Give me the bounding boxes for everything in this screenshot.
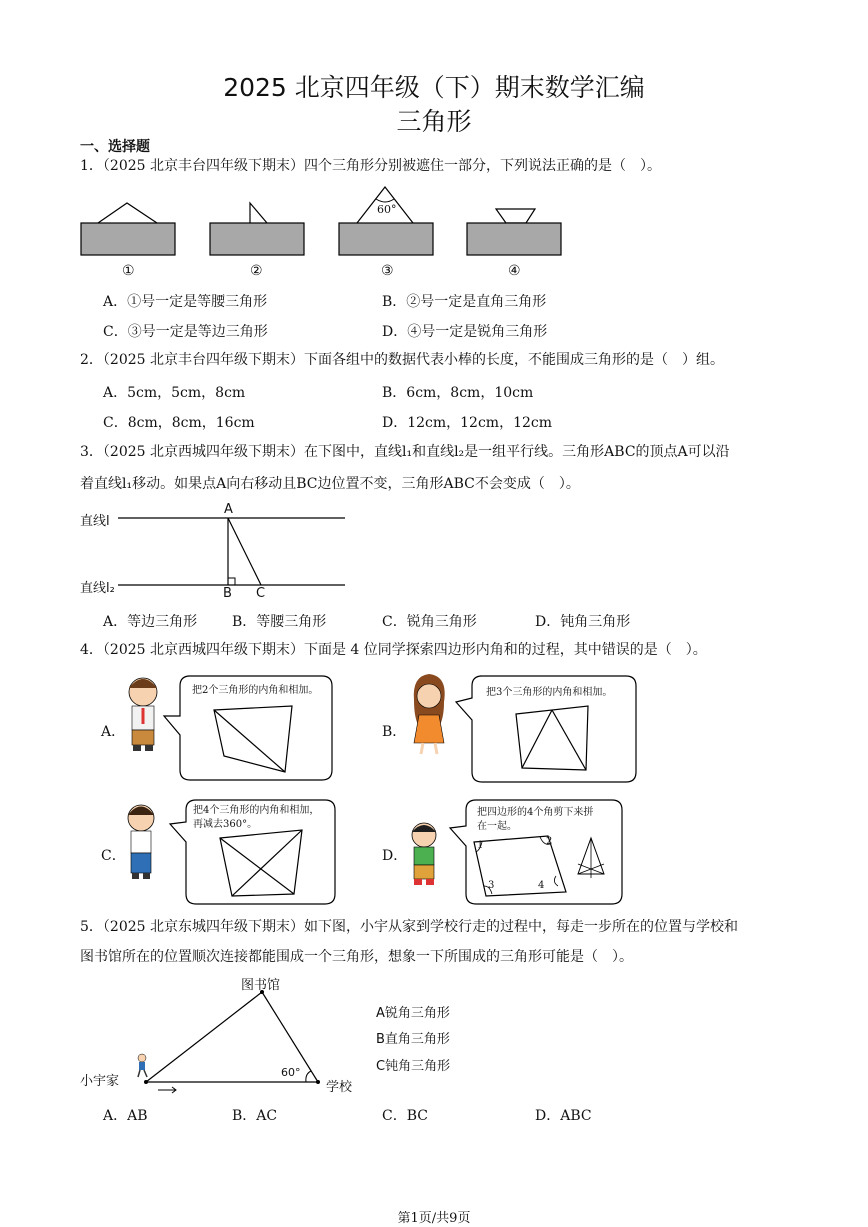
q5-option-d[interactable]: D．ABC bbox=[535, 1108, 592, 1124]
page-footer: 第1页/共9页 bbox=[397, 1211, 471, 1226]
q3-option-c[interactable]: C．锐角三角形 bbox=[382, 614, 477, 630]
q5-school-label: 学校 bbox=[326, 1080, 353, 1095]
q4-corner-1: 1 bbox=[477, 840, 484, 851]
q2-option-c[interactable]: C．8cm，8cm，16cm bbox=[103, 415, 255, 431]
q1-option-a[interactable]: A．①号一定是等腰三角形 bbox=[103, 294, 268, 310]
q3-point-b: B bbox=[223, 586, 232, 601]
q5-choice-b: B直角三角形 bbox=[376, 1032, 450, 1047]
q3-option-a[interactable]: A．等边三角形 bbox=[103, 614, 198, 630]
q5-stem-line1: 5．（2025 北京东城四年级下期末）如下图，小宇从家到学校行走的过程中，每走一步所在的位置与学校和 bbox=[80, 919, 738, 935]
q1-option-b[interactable]: B．②号一定是直角三角形 bbox=[382, 294, 547, 310]
q3-line2-label: 直线l₂ bbox=[80, 581, 115, 596]
q1-option-c[interactable]: C．③号一定是等边三角形 bbox=[103, 324, 268, 340]
q3-line1-label: 直线l bbox=[80, 514, 110, 529]
section-heading: 一、选择题 bbox=[80, 139, 150, 155]
q5-option-c[interactable]: C．BC bbox=[382, 1108, 428, 1124]
page-subtitle: 三角形 bbox=[396, 107, 472, 136]
q3-point-c: C bbox=[256, 586, 266, 601]
q5-angle-label: 60° bbox=[281, 1066, 301, 1079]
q4-option-a[interactable]: A． bbox=[101, 724, 126, 740]
q5-choice-c: C钝角三角形 bbox=[376, 1059, 451, 1074]
q4-stem: 4．（2025 北京西城四年级下期末）下面是 4 位同学探索四边形内角和的过程，其中错误的是（ ）。 bbox=[80, 642, 707, 658]
page-title: 2025 北京四年级（下）期末数学汇编 bbox=[223, 73, 645, 102]
q4-option-c[interactable]: C． bbox=[101, 848, 126, 864]
q1-angle-label: 60° bbox=[377, 203, 397, 216]
q4-option-d[interactable]: D． bbox=[382, 848, 408, 864]
q5-option-a[interactable]: A．AB bbox=[103, 1108, 148, 1124]
q4-corner-4: 4 bbox=[538, 880, 545, 891]
q1-fig-label-4: ④ bbox=[508, 263, 521, 279]
q3-option-d[interactable]: D．钝角三角形 bbox=[535, 614, 631, 630]
q4-corner-3: 3 bbox=[488, 880, 495, 891]
q4-corner-2: 2 bbox=[546, 836, 553, 847]
q4-bubble-b-text: 把3个三角形的内角和相加。 bbox=[486, 687, 613, 698]
q3-stem-line1: 3．（2025 北京西城四年级下期末）在下图中，直线l₁和直线l₂是一组平行线。三角形ABC的顶点A可以沿 bbox=[80, 444, 730, 460]
q5-library-label: 图书馆 bbox=[241, 978, 281, 993]
q4-option-b[interactable]: B． bbox=[382, 724, 407, 740]
q3-option-b[interactable]: B．等腰三角形 bbox=[232, 614, 327, 630]
q3-point-a: A bbox=[224, 502, 233, 517]
q4-bubble-d-text: 把四边形的4个角剪下来拼在一起。 bbox=[477, 807, 594, 832]
q2-option-b[interactable]: B．6cm，8cm，10cm bbox=[382, 385, 534, 401]
q2-option-a[interactable]: A．5cm，5cm，8cm bbox=[103, 385, 246, 401]
q5-stem-line2: 图书馆所在的位置顺次连接都能围成一个三角形，想象一下所围成的三角形可能是（ ）。 bbox=[80, 949, 633, 965]
q2-option-d[interactable]: D．12cm，12cm，12cm bbox=[382, 415, 553, 431]
q1-fig-label-3: ③ bbox=[381, 263, 394, 279]
q1-option-d[interactable]: D．④号一定是锐角三角形 bbox=[382, 324, 548, 340]
q4-bubble-c-text: 把4个三角形的内角和相加，再减去360°。 bbox=[193, 805, 320, 830]
q1-stem: 1．（2025 北京丰台四年级下期末）四个三角形分别被遮住一部分，下列说法正确的是（ ）。 bbox=[80, 158, 661, 174]
q1-fig-label-2: ② bbox=[250, 263, 263, 279]
q5-angle-arc bbox=[306, 1071, 311, 1082]
q3-stem-line2: 着直线l₁移动。如果点A向右移动且BC边位置不变，三角形ABC不会变成（ ）。 bbox=[80, 476, 580, 492]
q5-option-b[interactable]: B．AC bbox=[232, 1108, 278, 1124]
q5-choice-a: A锐角三角形 bbox=[376, 1006, 450, 1021]
q5-side-home-library bbox=[146, 992, 262, 1082]
walker-icon bbox=[138, 1054, 147, 1077]
q2-stem: 2．（2025 北京丰台四年级下期末）下面各组中的数据代表小棒的长度，不能围成三角形的是（ ）组。 bbox=[80, 352, 724, 368]
q4-bubble-a-text: 把2个三角形的内角和相加。 bbox=[192, 685, 319, 696]
q5-home-label: 小宇家 bbox=[80, 1074, 120, 1089]
q1-fig-label-1: ① bbox=[122, 263, 135, 279]
